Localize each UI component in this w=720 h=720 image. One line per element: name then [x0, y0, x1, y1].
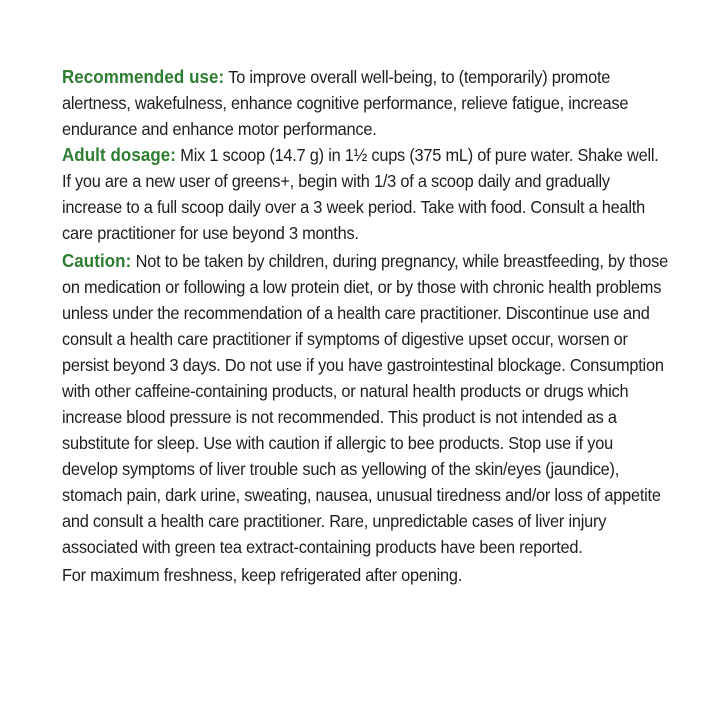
caution-heading: Caution	[62, 251, 126, 271]
storage-text: For maximum freshness, keep refrigerated after opening.	[62, 565, 463, 585]
caution-text: Not to be taken by children, during pregnancy, while breastfeeding, by those on medication or following a low protein diet, or by those with chronic health problems unless under the recommendation of a health care practitioner. Discontinue use and consult a health care practitioner if symptoms of digestive upset occur, worsen or persist beyond 3 days. Do not use if you have gastrointestinal blockage. Consumption with other caffeine-containing products, or natural health products or drugs which increase blood pressure is not recommended. This product is not intended as a substitute for sleep. Use with caution if allergic to bee products. Stop use if you develop symptoms of liver trouble such as yellowing of the skin/eyes (jaundice), stomach pain, dark urine, sweating, nausea, unusual tiredness and/or loss of appetite and consult a health care practitioner. Rare, unpredictable cases of liver injury associated with green tea extract-containing products have been reported.	[62, 251, 668, 557]
recommended-use-heading: Recommended use	[62, 67, 219, 87]
recommended-use-separator: :	[218, 67, 225, 87]
storage-section	[62, 562, 668, 588]
caution-separator: :	[125, 251, 132, 271]
adult-dosage-section	[62, 142, 668, 246]
adult-dosage-separator: :	[170, 145, 176, 165]
recommended-use-text: To improve overall well-being, to (temporarily) promote alertness, wakefulness, enhance cognitive performance, relieve fatigue, increase endurance and enhance motor performance.	[62, 67, 629, 139]
caution-section	[62, 248, 668, 560]
recommended-use-section	[62, 64, 668, 142]
adult-dosage-text: Mix 1 scoop (14.7 g) in 1½ cups (375 mL) of pure water. Shake well. If you are a new user of greens+, begin with 1/3 of a scoop daily and gradually increase to a full scoop daily over a 3 week period. Take with food. Consult a health care practitioner for use beyond 3 months.	[62, 145, 659, 243]
adult-dosage-heading: Adult dosage	[62, 145, 171, 165]
product-label-directions	[62, 64, 668, 588]
